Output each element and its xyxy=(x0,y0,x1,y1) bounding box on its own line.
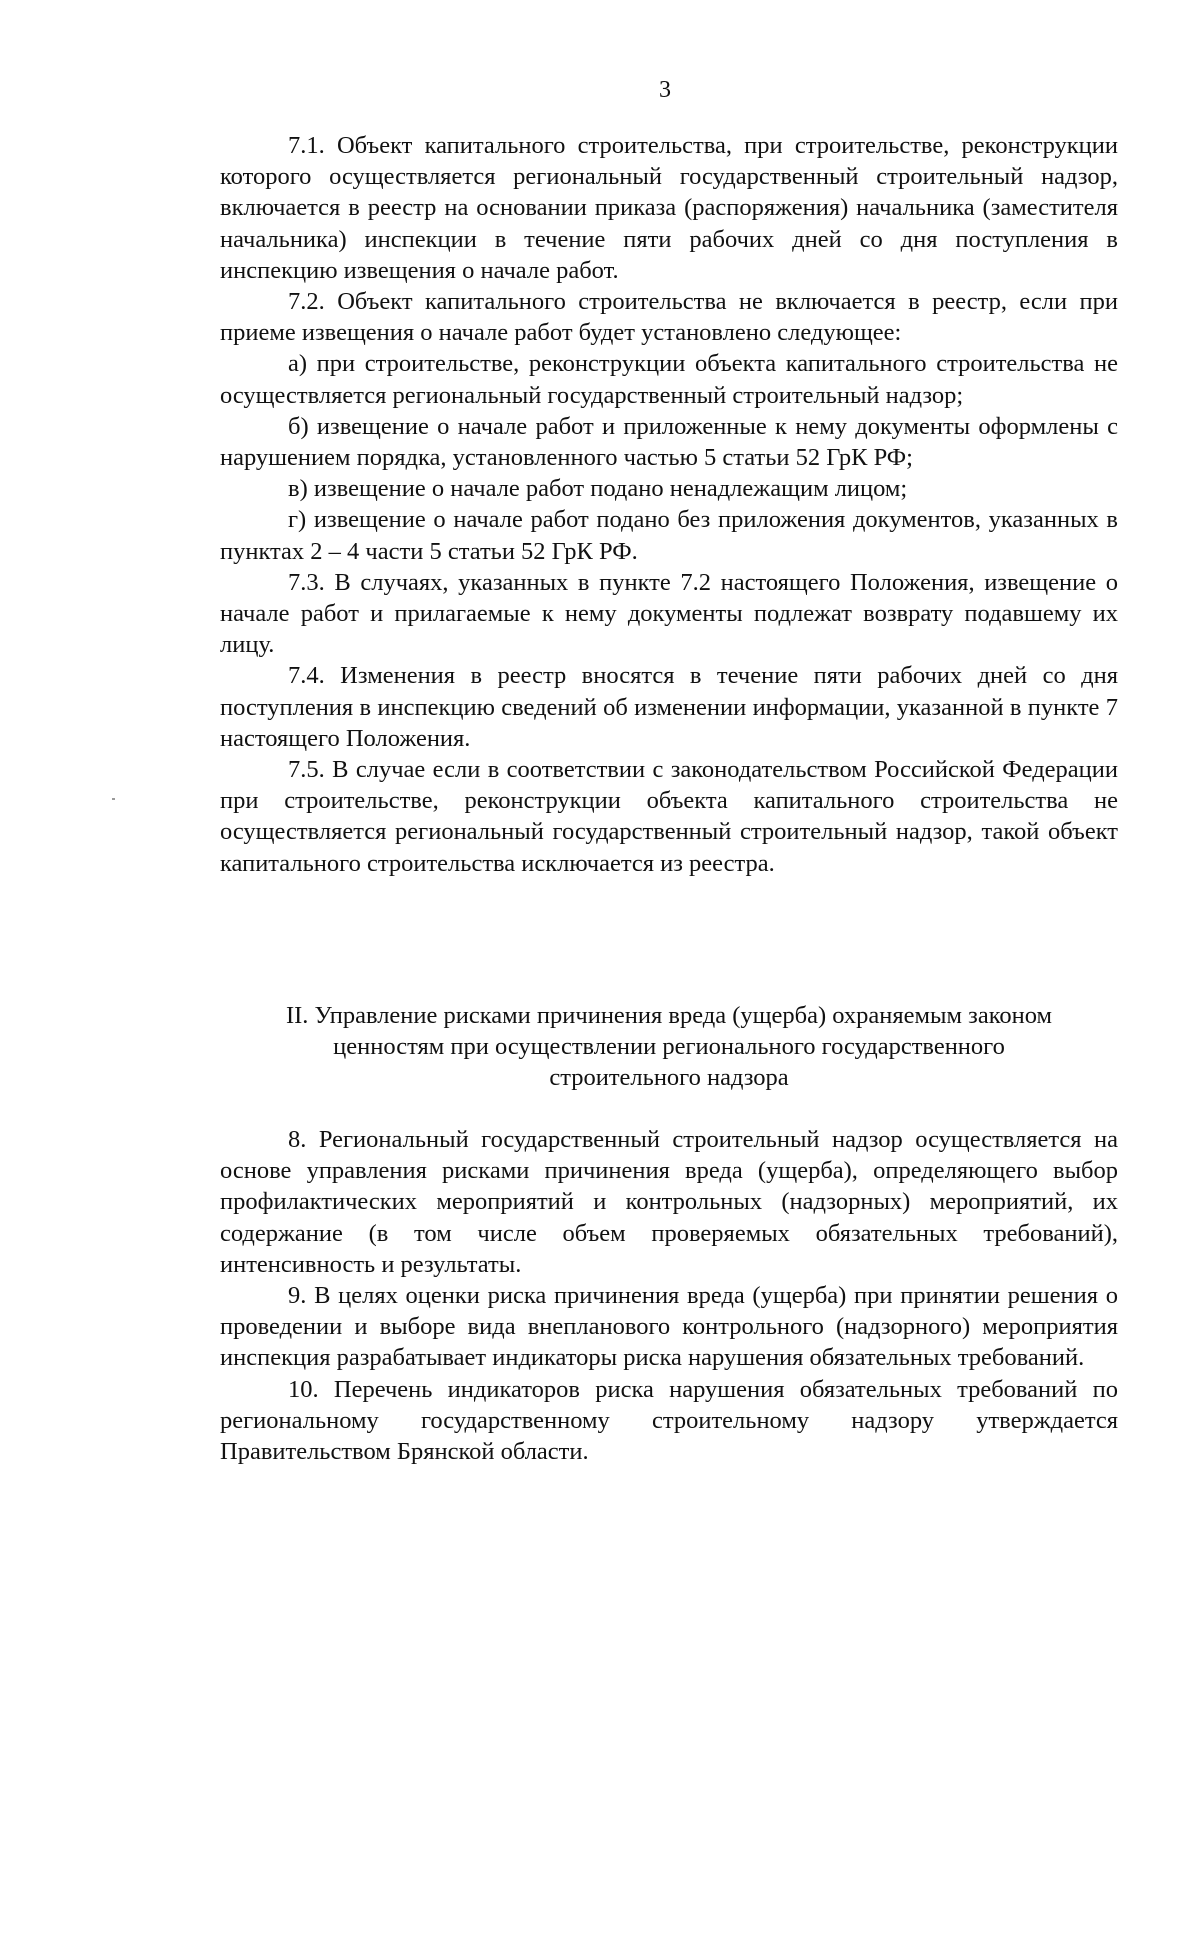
paragraph-7-2-a: а) при строительстве, реконструкции объекта капитального строительства не осуществляется региональный государственный строительный надзор; xyxy=(220,350,1118,409)
section-7-body xyxy=(220,130,1118,879)
page-number: 3 xyxy=(659,77,671,103)
paragraph-7-2-b: б) извещение о начале работ и приложенные к нему документы оформлены с нарушением порядка, установленного частью 5 статьи 52 ГрК РФ; xyxy=(220,412,1118,472)
paragraph-7-2-v: в) извещение о начале работ подано ненадлежащим лицом; xyxy=(288,475,908,503)
paragraph-10: 10. Перечень индикаторов риска нарушения обязательных требований по региональному государственному строительному надзору утверждается Правительством Брянской области. xyxy=(220,1375,1118,1466)
section-2-heading xyxy=(220,1000,1118,1094)
paragraph-7-5: 7.5. В случае если в соответствии с законодательством Российской Федерации при строительстве, реконструкции объекта капитального строительства не осуществляется региональный государственный строительный надзор, такой объект капитального строительства исключается из реестра. xyxy=(220,756,1118,877)
scan-artifact xyxy=(112,798,115,800)
paragraph-7-2: 7.2. Объект капитального строительства не включается в реестр, если при приеме извещения о начале работ будет установлено следующее: xyxy=(220,288,1118,347)
section-2-body xyxy=(220,1124,1118,1467)
heading-line: II. Управление рисками причинения вреда (ущерба) охраняемым законом xyxy=(285,1002,1053,1029)
paragraph-7-4: 7.4. Изменения в реестр вносятся в течение пяти рабочих дней со дня поступления в инспекцию сведений об изменении информации, указанной в пункте 7 настоящего Положения. xyxy=(220,662,1118,752)
heading-line: ценностям при осуществлении регионального государственного xyxy=(333,1033,1005,1061)
paragraph-7-2-g: г) извещение о начале работ подано без приложения документов, указанных в пунктах 2 – 4 части 5 статьи 52 ГрК РФ. xyxy=(220,506,1118,565)
paragraph-8: 8. Региональный государственный строительный надзор осуществляется на основе управления рисками причинения вреда (ущерба), определяющего выбор профилактических мероприятий и контрольных (надзорных) мероприятий, их содержание (в том числе объем проверяемых обязательных требований), интенсивность и результаты. xyxy=(220,1126,1118,1278)
paragraph-7-3: 7.3. В случаях, указанных в пункте 7.2 настоящего Положения, извещение о начале работ и прилагаемые к нему документы подлежат возврату подавшему их лицу. xyxy=(220,568,1118,659)
paragraph-7-1: 7.1. Объект капитального строительства, при строительстве, реконструкции которого осуществляется региональный государственный строительный надзор, включается в реестр на основании приказа (распоряжения) начальника (заместителя начальника) инспекции в течение пяти рабочих дней со дня поступления в инспекцию извещения о начале работ. xyxy=(220,132,1118,284)
heading-line: строительного надзора xyxy=(549,1064,789,1092)
paragraph-9: 9. В целях оценки риска причинения вреда (ущерба) при принятии решения о проведении и выборе вида внепланового контрольного (надзорного) мероприятия инспекция разрабатывает индикаторы риска нарушения обязательных требований. xyxy=(220,1282,1118,1372)
